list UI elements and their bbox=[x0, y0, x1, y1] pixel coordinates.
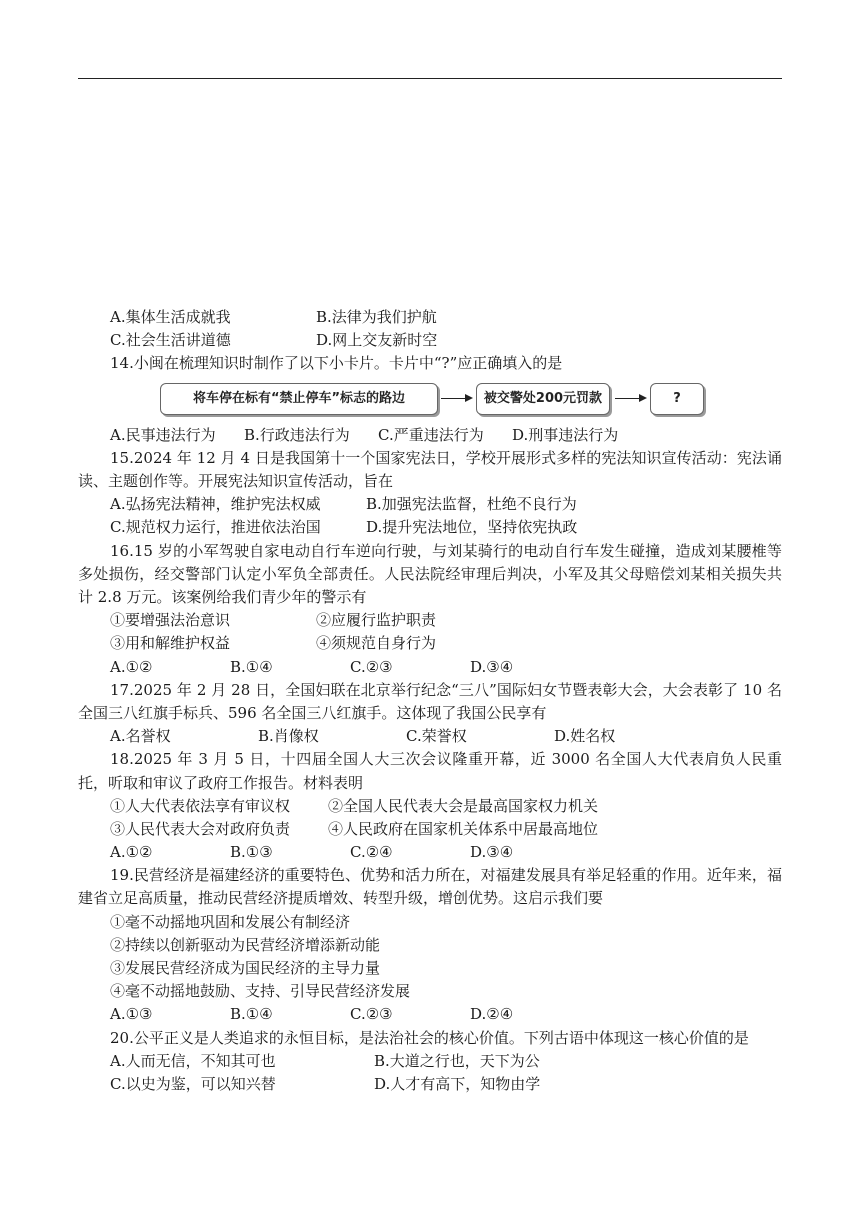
q13-options-row2 bbox=[78, 329, 782, 352]
exam-content bbox=[78, 306, 782, 1096]
q18-statement-2: ②全国人民代表大会是最高国家权力机关 bbox=[328, 796, 599, 815]
q14-option-a: A.民事违法行为 bbox=[110, 425, 216, 444]
q20-options-row1 bbox=[78, 1050, 782, 1073]
q18-statements-row1 bbox=[78, 795, 782, 818]
q16-statements-row1 bbox=[78, 609, 782, 632]
q19-option-c: C.②③ bbox=[350, 1005, 393, 1024]
q16-option-b: B.①④ bbox=[230, 657, 273, 676]
q20-option-d: D.人才有高下，知物由学 bbox=[374, 1075, 541, 1093]
q16-statement-3: ③用和解维护权益 bbox=[110, 634, 231, 653]
q18-option-a: A.①② bbox=[110, 843, 153, 862]
q17-options bbox=[78, 725, 782, 748]
q20-option-a: A.人而无信，不知其可也 bbox=[110, 1051, 276, 1070]
arrow-right-icon bbox=[615, 398, 645, 399]
q15-options-row1 bbox=[78, 493, 782, 516]
q15-options-row2 bbox=[78, 516, 782, 539]
q17-option-b: B.肖像权 bbox=[258, 727, 319, 746]
q18-option-b: B.①③ bbox=[230, 843, 273, 862]
q18-statement-4: ④人民政府在国家机关体系中居最高地位 bbox=[328, 819, 599, 838]
q13-option-b: B.法律为我们护航 bbox=[316, 308, 437, 326]
header-rule bbox=[78, 78, 782, 79]
q16-statement-1: ①要增强法治意识 bbox=[110, 611, 231, 630]
q14-option-d: D.刑事违法行为 bbox=[512, 425, 619, 444]
q20-option-b: B.大道之行也，天下为公 bbox=[374, 1051, 540, 1070]
q18-statement-1: ①人大代表依法享有审议权 bbox=[110, 796, 291, 815]
q16-statement-4: ④须规范自身行为 bbox=[316, 634, 437, 653]
q16-statement-2: ②应履行监护职责 bbox=[316, 611, 437, 630]
q17-option-c: C.荣誉权 bbox=[406, 727, 467, 746]
q18-statement-3: ③人民代表大会对政府负责 bbox=[110, 819, 291, 838]
q13-option-c: C.社会生活讲道德 bbox=[110, 331, 231, 350]
q14-stem: 14.小闽在梳理知识时制作了以下小卡片。卡片中“?”应正确填入的是 bbox=[110, 354, 563, 373]
q16-option-c: C.②③ bbox=[350, 657, 393, 676]
q18-stem: 18.2025 年 3 月 5 日，十四届全国人大三次会议隆重开幕，近 3000 名全国人大代表肩负人民重托，听取和审议了政府工作报告。材料表明 bbox=[78, 750, 782, 792]
q16-option-d: D.③④ bbox=[470, 657, 514, 676]
q20-options-row2 bbox=[78, 1073, 782, 1096]
q19-stem: 19.民营经济是福建经济的重要特色、优势和活力所在，对福建发展具有举足轻重的作用。近年来，福建省立足高质量，推动民营经济提质增效、转型升级，增创优势。这启示我们要 bbox=[78, 866, 782, 908]
q19-statement-1: ①毫不动摇地巩固和发展公有制经济 bbox=[110, 912, 351, 931]
q19-statement-4: ④毫不动摇地鼓励、支持、引导民营经济发展 bbox=[110, 982, 411, 1001]
q19-option-d: D.②④ bbox=[470, 1005, 514, 1024]
q14-option-b: B.行政违法行为 bbox=[244, 425, 350, 444]
q14-card-penalty: 被交警处200元罚款 bbox=[476, 383, 610, 415]
q18-option-d: D.③④ bbox=[470, 843, 514, 862]
q16-stem: 16.15 岁的小军驾驶自家电动自行车逆向行驶，与刘某骑行的电动自行车发生碰撞，造成刘某腰椎等多处损伤，经交警部门认定小军负全部责任。人民法院经审理后判决，小军及其父母赔偿刘某相关损失共计 2.8 万元。该案例给我们青少年的警示有 bbox=[78, 541, 782, 606]
q18-options bbox=[78, 841, 782, 864]
q16-option-a: A.①② bbox=[110, 657, 153, 676]
q14-card-behavior: 将车停在标有“禁止停车”标志的路边 bbox=[160, 383, 438, 415]
q17-option-d: D.姓名权 bbox=[554, 727, 616, 746]
q16-statements-row2 bbox=[78, 632, 782, 655]
q13-option-d: D.网上交友新时空 bbox=[316, 331, 438, 350]
q17-option-a: A.名誉权 bbox=[110, 727, 171, 746]
q18-statements-row2 bbox=[78, 818, 782, 841]
q16-options bbox=[78, 656, 782, 679]
q19-options bbox=[78, 1003, 782, 1026]
q14-options bbox=[78, 424, 782, 447]
q13-options-row1 bbox=[78, 306, 782, 329]
q19-statement-2: ②持续以创新驱动为民营经济增添新动能 bbox=[110, 935, 381, 954]
q15-option-b: B.加强宪法监督，杜绝不良行为 bbox=[366, 495, 577, 514]
q15-option-a: A.弘扬宪法精神，维护宪法权威 bbox=[110, 495, 321, 514]
arrow-right-icon bbox=[441, 398, 471, 399]
q17-stem: 17.2025 年 2 月 28 日，全国妇联在北京举行纪念“三八”国际妇女节暨表彰大会，大会表彰了 10 名全国三八红旗手标兵、596 名全国三八红旗手。这体现了我国公民享有 bbox=[78, 680, 782, 722]
q15-option-d: D.提升宪法地位，坚持依宪执政 bbox=[366, 518, 578, 537]
q15-stem: 15.2024 年 12 月 4 日是我国第十一个国家宪法日，学校开展形式多样的宪法知识宣传活动：宪法诵读、主题创作等。开展宪法知识宣传活动，旨在 bbox=[78, 448, 782, 490]
q19-option-a: A.①③ bbox=[110, 1005, 153, 1024]
q13-option-a: A.集体生活成就我 bbox=[110, 308, 231, 326]
q18-option-c: C.②④ bbox=[350, 843, 393, 862]
q20-stem: 20.公平正义是人类追求的永恒目标，是法治社会的核心价值。下列古语中体现这一核心价值的是 bbox=[110, 1028, 749, 1047]
q20-option-c: C.以史为鉴，可以知兴替 bbox=[110, 1075, 276, 1093]
q14-card-question: ? bbox=[650, 383, 704, 415]
q14-card-flow bbox=[160, 379, 782, 421]
q19-statement-3: ③发展民营经济成为国民经济的主导力量 bbox=[110, 959, 381, 978]
q15-option-c: C.规范权力运行，推进依法治国 bbox=[110, 518, 321, 537]
q14-option-c: C.严重违法行为 bbox=[378, 425, 484, 444]
q19-option-b: B.①④ bbox=[230, 1005, 273, 1024]
